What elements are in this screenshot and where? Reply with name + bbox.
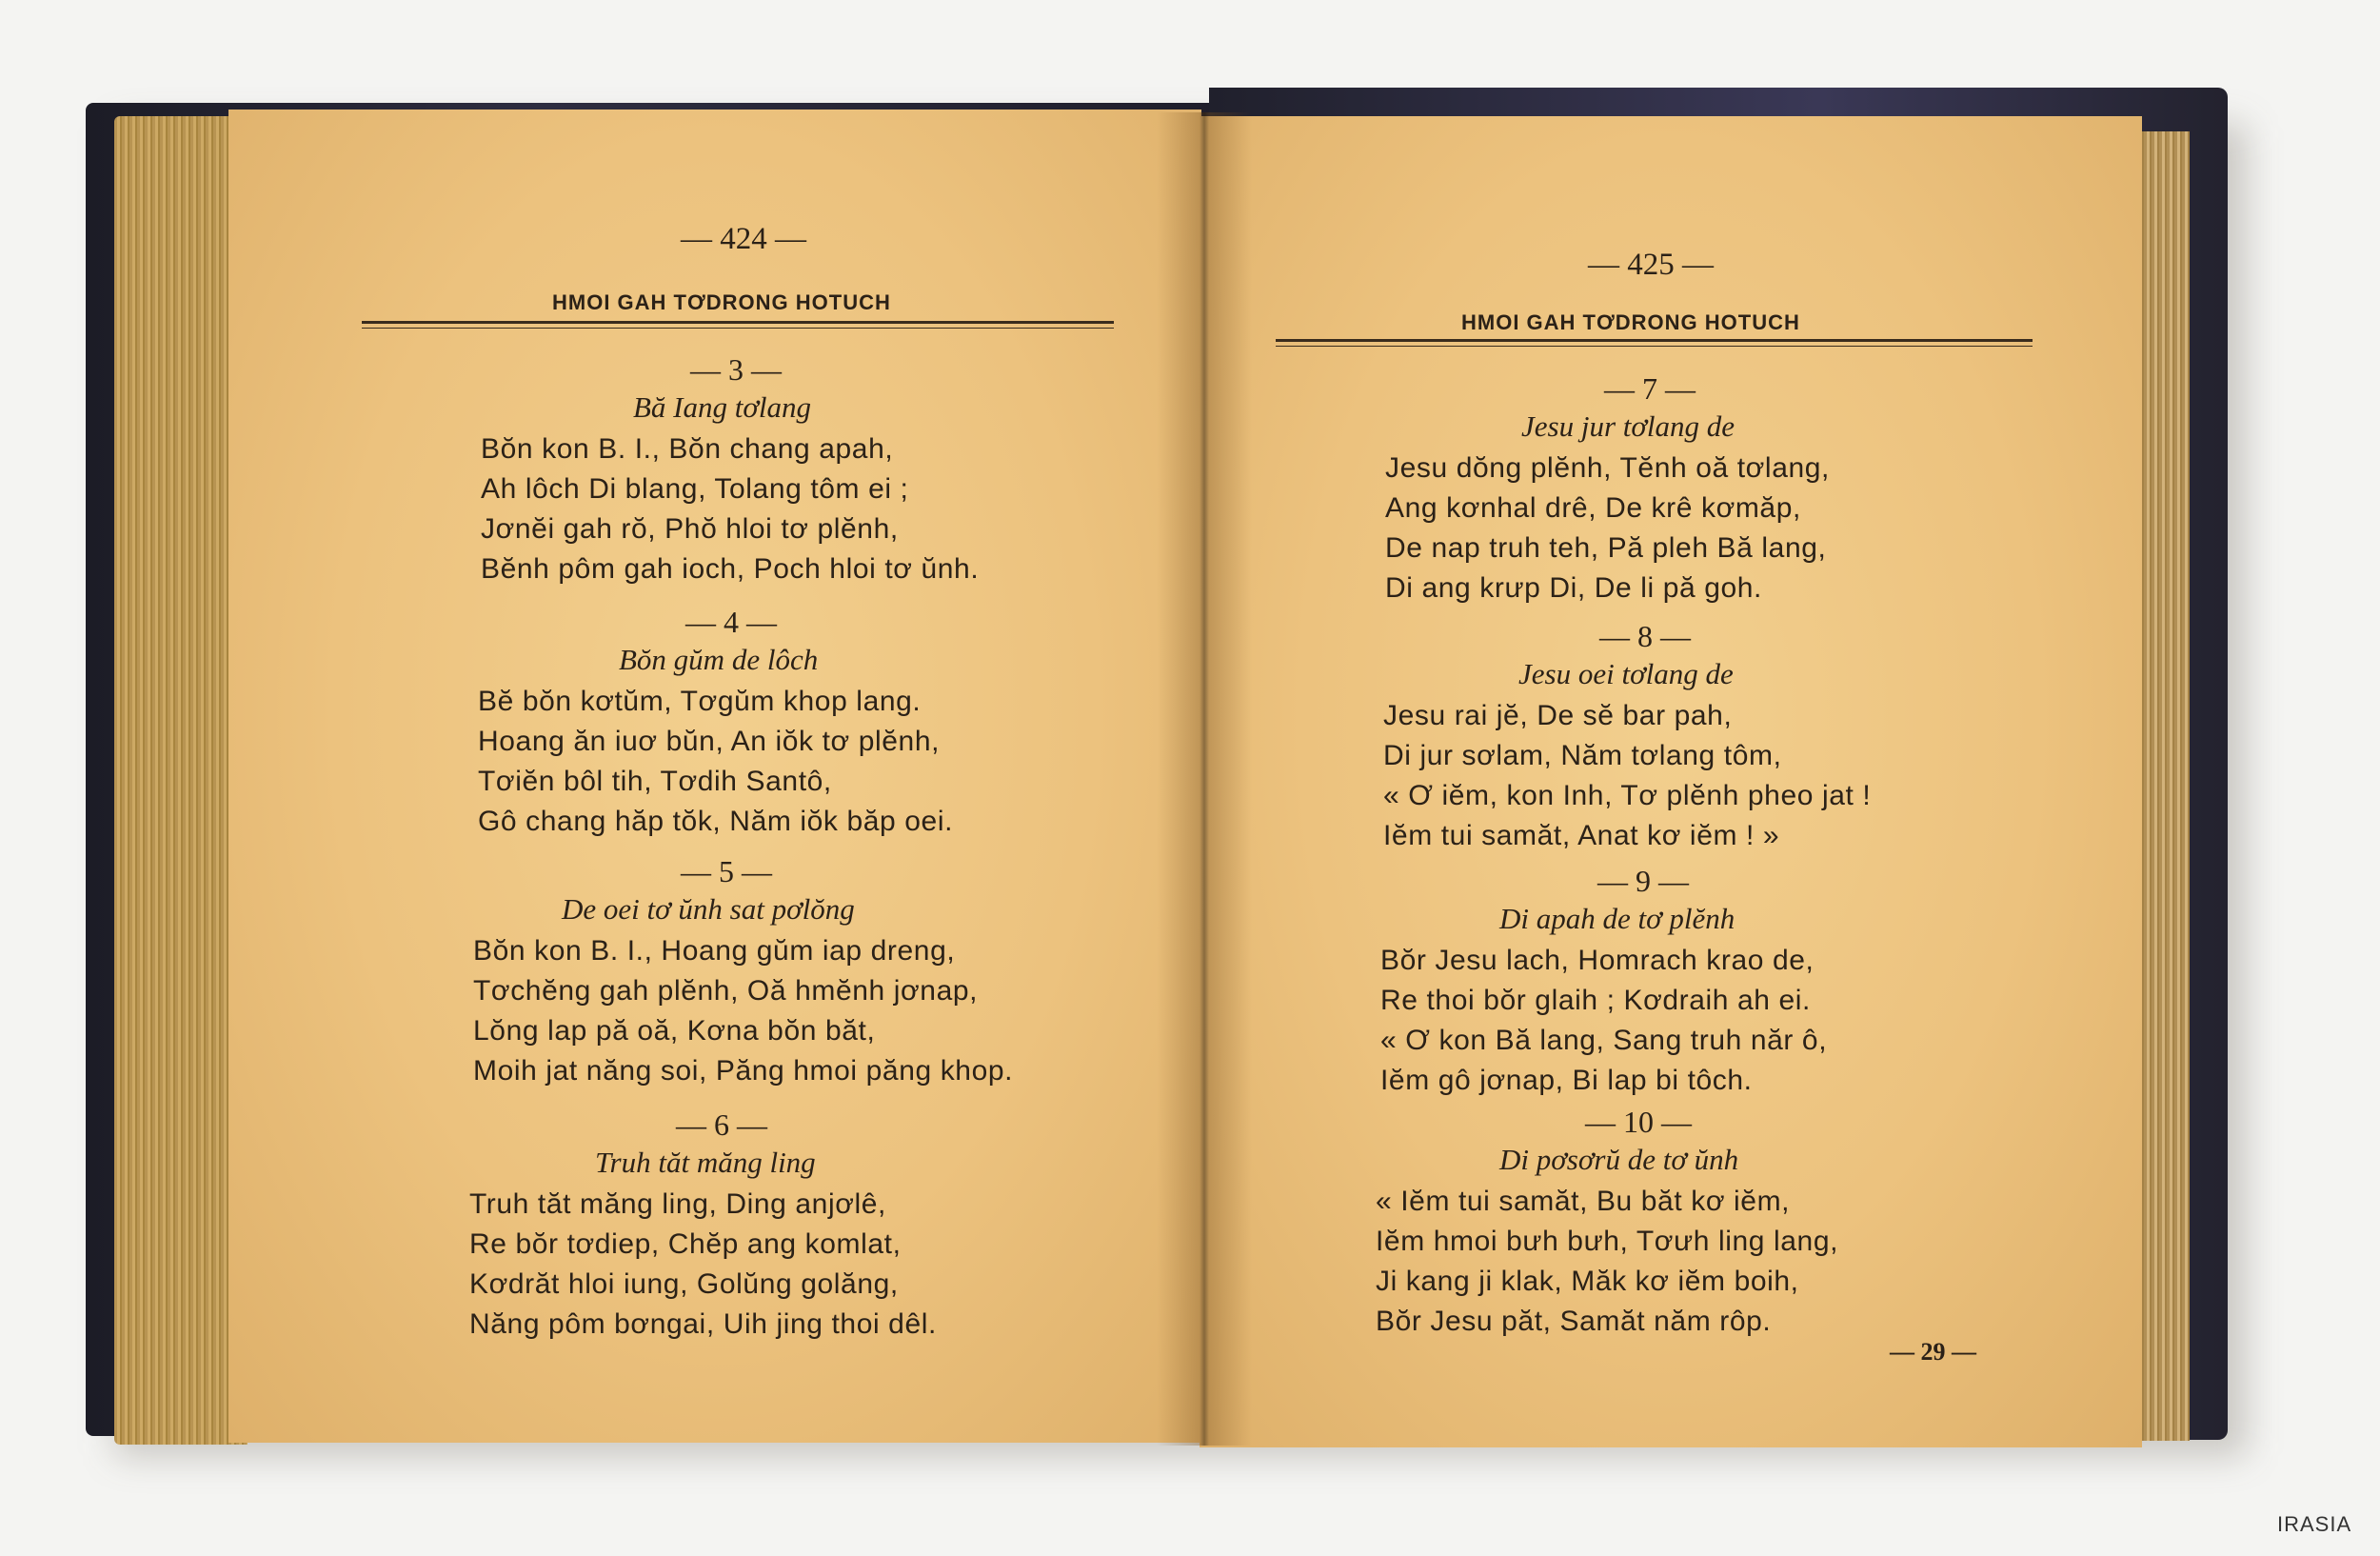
verse-line: Moih jat năng soi, Păng hmoi păng khop. bbox=[473, 1055, 1014, 1087]
header-rule bbox=[362, 321, 1114, 324]
verse-line: Kơdrăt hloi iung, Golŭng golăng, bbox=[469, 1268, 899, 1300]
verse-line: Ang kơnhal drê, De krê kơmăp, bbox=[1385, 492, 1801, 524]
verse-line: Bŏr Jesu păt, Samăt năm rôp. bbox=[1376, 1306, 1772, 1337]
stanza-number: — 4 — bbox=[685, 605, 777, 639]
book-gutter bbox=[1157, 112, 1252, 1446]
stanza-number: — 3 — bbox=[690, 352, 782, 387]
stanza-number: — 5 — bbox=[681, 854, 772, 888]
verse-line: Re thoi bŏr glaih ; Kơdraih ah ei. bbox=[1380, 985, 1811, 1016]
header-rule-thin bbox=[1276, 346, 2033, 347]
verse-line: Năng pôm bơngai, Uih jing thoi dêl. bbox=[469, 1308, 937, 1340]
header-rule bbox=[1276, 339, 2033, 342]
verse-line: Jesu dŏng plĕnh, Tĕnh oă tơlang, bbox=[1385, 452, 1830, 484]
stanza-title: De oei tơ ŭnh sat pơlŏng bbox=[562, 892, 855, 926]
verse-line: « Iĕm tui samăt, Bu băt kơ iĕm, bbox=[1376, 1186, 1791, 1217]
verse-line: Di jur sơlam, Năm tơlang tôm, bbox=[1383, 740, 1782, 771]
stanza-number: — 8 — bbox=[1599, 619, 1691, 653]
verse-line: Lŏng lap pă oă, Kơna bŏn băt, bbox=[473, 1015, 876, 1047]
verse-line: De nap truh teh, Pă pleh Bă lang, bbox=[1385, 532, 1827, 564]
page-number: — 424 — bbox=[681, 222, 806, 256]
stanza-number: — 7 — bbox=[1604, 371, 1696, 406]
stanza-number: — 6 — bbox=[676, 1107, 767, 1142]
verse-line: « Ơ iĕm, kon Inh, Tơ plĕnh pheo jat ! bbox=[1383, 780, 1872, 811]
stanza-number: — 10 — bbox=[1585, 1105, 1692, 1139]
stanza-number: — 9 — bbox=[1597, 864, 1689, 898]
verse-line: Ji kang ji klak, Măk kơ iĕm boih, bbox=[1376, 1266, 1799, 1297]
header-rule-thin bbox=[362, 328, 1114, 329]
verse-line: Jơnĕi gah rŏ, Phŏ hloi tơ plĕnh, bbox=[481, 513, 899, 545]
running-head: HMOI GAH TƠDRONG HOTUCH bbox=[1461, 310, 1800, 334]
stanza-title: Bă Iang tơlang bbox=[633, 390, 812, 424]
verse-line: Re bŏr tơdiep, Chĕp ang komlat, bbox=[469, 1228, 902, 1260]
verse-line: Di ang krưp Di, De li pă goh. bbox=[1385, 572, 1762, 604]
verse-line: Tơchĕng gah plĕnh, Oă hmĕnh jơnap, bbox=[473, 975, 979, 1007]
verse-line: Bĕ bŏn kơtŭm, Tơgŭm khop lang. bbox=[478, 686, 922, 717]
verse-line: Bŏr Jesu lach, Homrach krao de, bbox=[1380, 945, 1815, 976]
watermark: IRASIA bbox=[2277, 1512, 2352, 1536]
verse-line: Truh tăt măng ling, Ding anjơlê, bbox=[469, 1188, 886, 1220]
stanza-title: Di pơsơrŭ de tơ ŭnh bbox=[1499, 1143, 1739, 1176]
verse-line: Iĕm hmoi bưh bưh, Tơưh ling lang, bbox=[1376, 1226, 1839, 1257]
page-number: — 425 — bbox=[1588, 248, 1714, 282]
verse-line: Jesu rai jĕ, De sĕ bar pah, bbox=[1383, 700, 1733, 731]
verse-line: Gô chang hăp tŏk, Năm iŏk băp oei. bbox=[478, 806, 954, 837]
stanza-title: Jesu oei tơlang de bbox=[1518, 657, 1734, 690]
verse-line: Bĕnh pôm gah ioch, Poch hloi tơ ŭnh. bbox=[481, 553, 980, 585]
verse-line: Tơiĕn bôl tih, Tơdih Santô, bbox=[478, 766, 832, 797]
verse-line: Iĕm gô jơnap, Bi lap bi tôch. bbox=[1380, 1065, 1753, 1096]
stanza-title: Jesu jur tơlang de bbox=[1521, 409, 1735, 443]
signature-mark: — 29 — bbox=[1890, 1338, 1976, 1366]
verse-line: Bŏn kon B. I., Hoang gŭm iap dreng, bbox=[473, 935, 956, 967]
page-edges-left bbox=[114, 116, 248, 1445]
stanza-title: Bŏn gŭm de lôch bbox=[619, 643, 819, 676]
verse-line: Hoang ăn iuơ bŭn, An iŏk tơ plĕnh, bbox=[478, 726, 941, 757]
right-page bbox=[1200, 116, 2142, 1447]
verse-line: Ah lôch Di blang, Tolang tôm ei ; bbox=[481, 473, 909, 505]
stanza-title: Truh tăt măng ling bbox=[595, 1146, 816, 1179]
verse-line: « Ơ kon Bă lang, Sang truh năr ô, bbox=[1380, 1025, 1828, 1056]
verse-line: Iĕm tui samăt, Anat kơ iĕm ! » bbox=[1383, 820, 1780, 851]
verse-line: Bŏn kon B. I., Bŏn chang apah, bbox=[481, 433, 894, 465]
stanza-title: Di apah de tơ plĕnh bbox=[1499, 902, 1735, 935]
running-head: HMOI GAH TƠDRONG HOTUCH bbox=[552, 290, 891, 314]
left-page bbox=[228, 110, 1201, 1443]
